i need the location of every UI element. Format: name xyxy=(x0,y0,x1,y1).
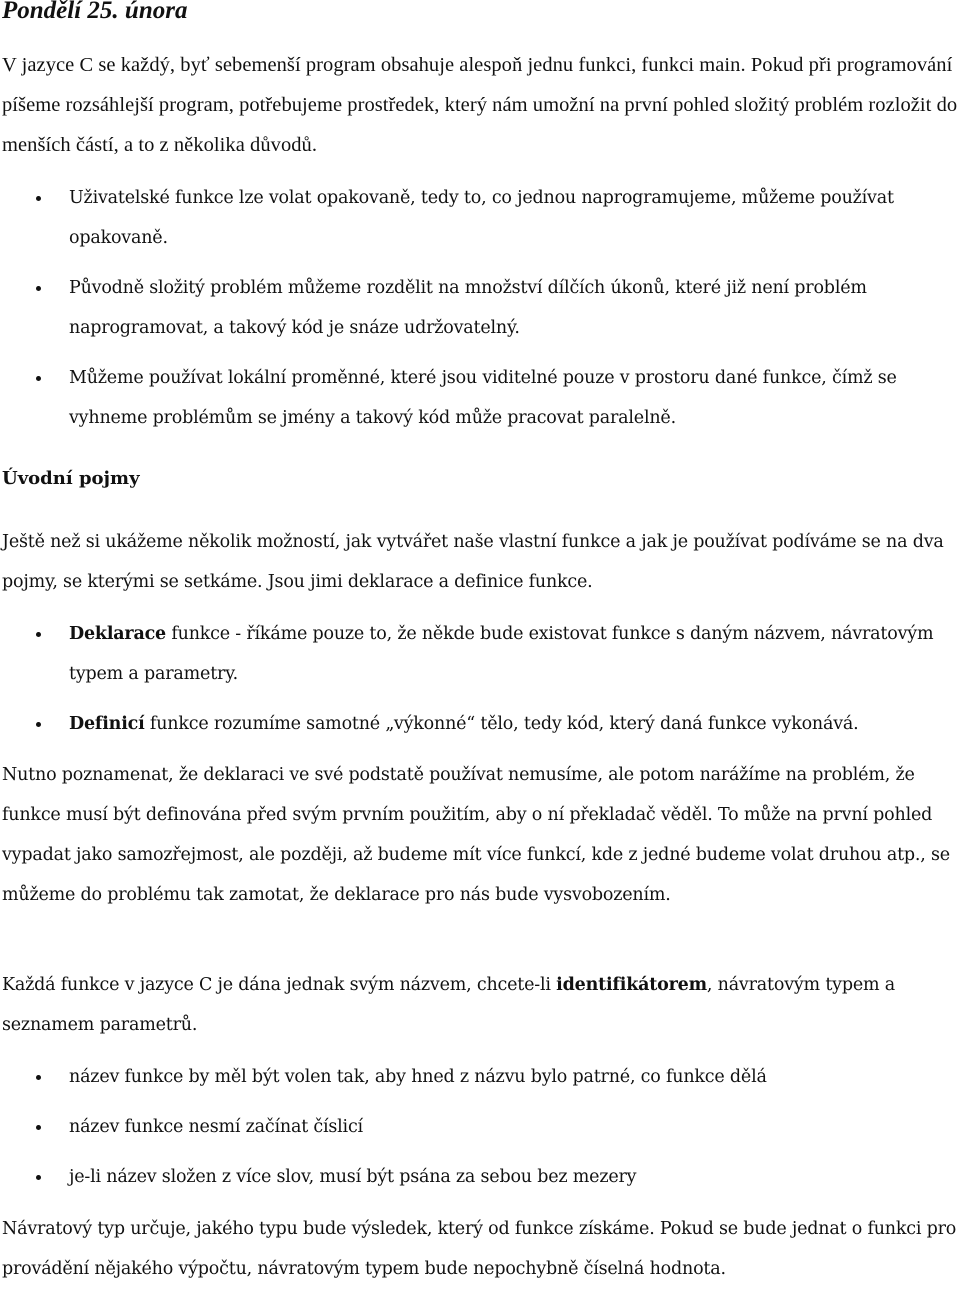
bullet-icon xyxy=(36,1075,41,1080)
concepts-paragraph: Ještě než si ukážeme několik možností, jak vytvářet naše vlastní funkce a jak je používat podíváme se na dva pojmy, se kterými se setkáme. Jsou jimi deklarace a definice funkce. xyxy=(2,532,944,592)
list-item: Můžeme používat lokální proměnné, které jsou viditelné pouze v prostoru dané funkce, čímž se vyhneme problémům se jmény a takový kód může pracovat paralelně. xyxy=(2,358,958,438)
bullet-icon xyxy=(36,1125,41,1130)
term-definition: Definicí xyxy=(69,714,145,734)
identifier-paragraph: Každá funkce v jazyce C je dána jednak svým názvem, chcete-li identifikátorem, návratovým typem a seznamem parametrů. xyxy=(2,975,895,1035)
definitions-list xyxy=(2,614,958,744)
bullet-icon xyxy=(36,632,41,637)
identifier-term: identifikátorem xyxy=(556,975,707,995)
bullet-icon xyxy=(36,1175,41,1180)
bullet-icon xyxy=(36,376,41,381)
bullet-icon xyxy=(36,722,41,727)
section-heading: Úvodní pojmy xyxy=(2,468,140,489)
intro-paragraph: V jazyce C se každý, byť sebemenší program obsahuje alespoň jednu funkci, funkci main. Pokud při programování píšeme rozsáhlejší program, potřebujeme prostředek, který nám umožní na první pohled složitý problém rozložit do menších částí, a to z několika důvodů. xyxy=(2,54,958,156)
list-item: Definicí funkce rozumíme samotné „výkonné“ tělo, tedy kód, který daná funkce vykonává. xyxy=(2,704,958,744)
return-type-paragraph: Návratový typ určuje, jakého typu bude výsledek, který od funkce získáme. Pokud se bude jednat o funkci pro provádění nějakého výpočtu, návratovým typem bude nepochybně číselná hodnota. xyxy=(2,1219,957,1279)
rules-list xyxy=(2,1057,958,1197)
list-item: Deklarace funkce - říkáme pouze to, že někde bude existovat funkce s daným názvem, návratovým typem a parametry. xyxy=(2,614,958,694)
bullet-icon xyxy=(36,286,41,291)
reasons-list xyxy=(2,178,958,438)
list-item: název funkce nesmí začínat číslicí xyxy=(2,1107,958,1147)
list-item: název funkce by měl být volen tak, aby hned z názvu bylo patrné, co funkce dělá xyxy=(2,1057,958,1097)
list-item: je-li název složen z více slov, musí být psána za sebou bez mezery xyxy=(2,1157,958,1197)
term-declaration: Deklarace xyxy=(69,624,166,644)
list-item: Uživatelské funkce lze volat opakovaně, tedy to, co jednou naprogramujeme, můžeme používat opakovaně. xyxy=(2,178,958,258)
date-heading: Pondělí 25. února xyxy=(2,0,188,24)
list-item: Původně složitý problém můžeme rozdělit na množství dílčích úkonů, které již není problém naprogramovat, a takový kód je snáze udržovatelný. xyxy=(2,268,958,348)
note-paragraph: Nutno poznamenat, že deklaraci ve své podstatě používat nemusíme, ale potom narážíme na problém, že funkce musí být definována před svým prvním použitím, aby o ní překladač věděl. To může na první pohled vypadat jako samozřejmost, ale později, až budeme mít více funkcí, kde z jedné budeme volat druhou atp., se můžeme do problému tak zamotat, že deklarace pro nás bude vysvobozením. xyxy=(2,765,950,905)
bullet-icon xyxy=(36,196,41,201)
